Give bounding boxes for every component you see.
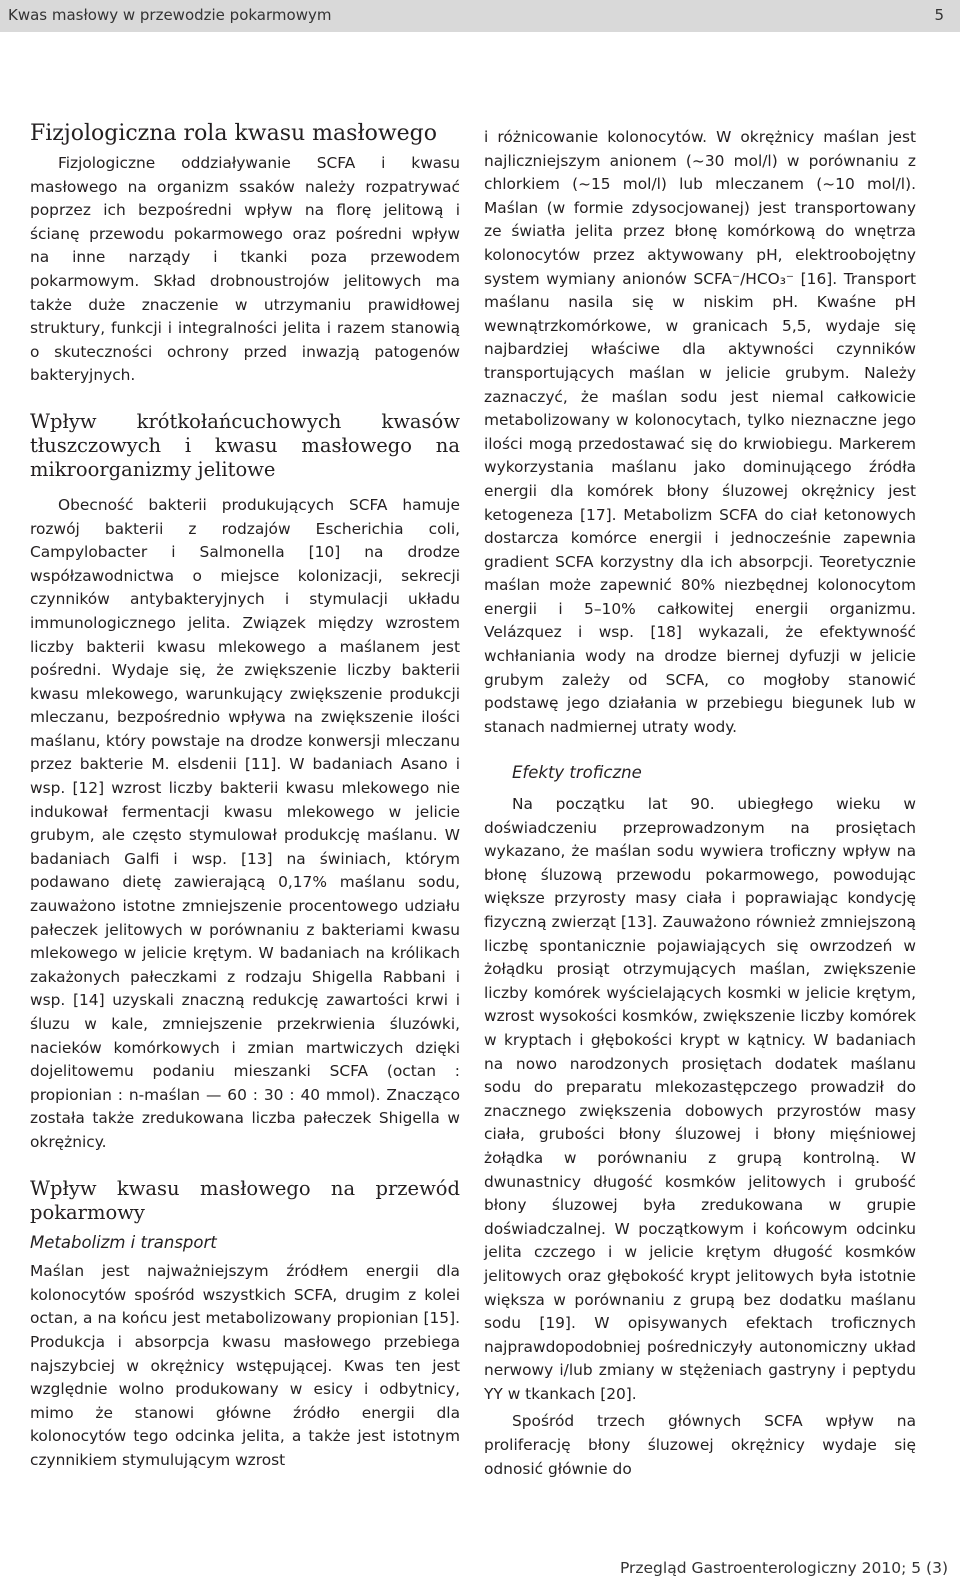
paragraph: Na początku lat 90. ubiegłego wieku w doświadczeniu przeprowadzonym na prosiętach wykazano, że maślan sodu wywiera troficzny wpływ na błonę śluzową przewodu pokarmowego, powodując większe przyrosty masy ciała i poprawiając kondycję fizyczną zwierząt [13]. Zauważono również zmniejszoną liczbę spontanicznie pojawiających się owrzodzeń w żołądku prosiąt otrzymujących maślan, zwiększenie liczby komórek wyścielających kosmki w jelicie krętym, wzrost wysokości kosmków, zwiększenie liczby komórek w kryptach i głębokości krypt w kątnicy. W badaniach na nowo narodzonych prosiętach dodatek maślanu sodu do preparatu mlekozastępczego prowadził do znacznego zwiększenia dobowych przyrostów masy ciała, grubości błony śluzowej i błony mięśniowej żołądka w porównaniu z grupą kontrolną. W dwunastnicy długość kosmków jelitowych i grubość błony śluzowej była zredukowana w grupie doświadczalnej. W początkowym i końcowym odcinku jelita czczego i w jelicie krętym długość kosmków jelitowych oraz głębokość krypt jelitowych była istotnie większa w porównaniu z grupą bez dodatku maślanu sodu [19]. W opisywanych efektach troficznych najprawdopodobniej pośredniczyły autonomiczny układ nerwowy i/lub zmiany w stężeniach gastryny i peptydu YY w tkankach [20]. bbox=[484, 795, 916, 1403]
paragraph: Fizjologiczne oddziaływanie SCFA i kwasu masłowego na organizm ssaków należy rozpatrywać poprzez ich bezpośredni wpływ na florę jelitową i ścianę przewodu pokarmowego oraz pośredni wpływ na inne narządy i tkanki poza przewodem pokarmowym. Skład drobnoustrojów jelitowych ma także duże znaczenie w utrzymaniu prawidłowej struktury, funkcji i integralności jelita i razem stanowią o skuteczności ochrony przed inwazją patogenów bakteryjnych. bbox=[30, 154, 460, 385]
paragraph: Maślan jest najważniejszym źródłem energii dla kolonocytów spośród wszystkich SCFA, drugim z kolei octan, a na końcu jest metabolizowany propionian [15]. Produkcja i absorpcja kwasu masłowego przebiega najszybciej w okrężnicy wstępującej. Kwas ten jest względnie wolno produkowany w esicy i odbytnicy, mimo że stanowi główne źródło energii dla kolonocytów tego odcinka jelita, a także jest istotnym czynnikiem stymulującym wzrost bbox=[30, 1262, 460, 1469]
section-heading: Fizjologiczna rola kwasu masłowego bbox=[30, 121, 438, 146]
running-header bbox=[0, 0, 960, 32]
footer-citation: Przegląd Gastroenterologiczny 2010; 5 (3) bbox=[619, 1559, 948, 1577]
page-number: 5 bbox=[934, 6, 944, 24]
subsubsection-heading: Metabolizm i transport bbox=[30, 1232, 217, 1252]
subsubsection-heading: Efekty troficzne bbox=[512, 763, 642, 783]
subsection-heading: Wpływ kwasu masłowego na przewód pokarmowy bbox=[30, 1176, 460, 1224]
right-column bbox=[484, 126, 916, 1481]
paragraph: i różnicowanie kolonocytów. W okrężnicy maślan jest najliczniejszym anionem (~30 mol/l) w porównaniu z chlorkiem (~15 mol/l) lub mleczanem (~10 mol/l). Maślan (w formie zdysocjowanej) jest transportowany ze światła jelita przez błonę komórkową do wnętrza kolonocytów przez aktywowany pH, elektroobojętny system wymiany anionów SCFA⁻/HCO₃⁻ [16]. Transport maślanu nasila się w niskim pH. Kwaśne pH wewnątrzkomórkowe, w granicach 5,5, wydaje się najbardziej właściwe dla aktywności czynników transportujących maślan w jelicie grubym. Należy zaznaczyć, że maślan sodu jest niemal całkowicie metabolizowany w kolonocytach, tylko nieznaczne jego ilości mogą przedostawać się do krwiobiegu. Markerem wykorzystania maślanu jako dominującego źródła energii dla komórek błony śluzowej okrężnicy jest ketogeneza [17]. Metabolizm SCFA do ciał ketonowych dostarcza komórce energii i jednocześnie zapewnia gradient SCFA korzystny dla ich absorpcji. Teoretycznie maślan może zapewnić 80% niezbędnej kolonocytom energii i 5–10% całkowitej energii organizmu. Velázquez i wsp. [18] wykazali, że efektywność wchłaniania wody na drodze biernej dyfuzji w jelicie grubym zależy od SCFA, co mogłoby stanowić podstawę jego działania w przebiegu biegunek lub w stanach nadmiernej utraty wody. bbox=[484, 128, 916, 736]
paragraph: Obecność bakterii produkujących SCFA hamuje rozwój bakterii z rodzajów Escherichia coli, Campylobacter i Salmonella [10] na drodze współzawodnictwa o miejsce kolonizacji, sekrecji czynników antybakteryjnych i stymulacji układu immunologicznego jelita. Związek między wzrostem liczby bakterii kwasu mlekowego a maślanem jest pośredni. Wydaje się, że zwiększenie liczby bakterii kwasu mlekowego, warunkujący zwiększenie produkcji mleczanu, bezpośrednio wpływa na zwiększenie ilości maślanu, który powstaje na drodze konwersji mleczanu przez bakterie M. elsdenii [11]. W badaniach Asano i wsp. [12] wzrost liczby bakterii kwasu mlekowego nie indukował fermentacji kwasu mlekowego w jelicie grubym, ale często stymulował produkcję maślanu. W badaniach Galfi i wsp. [13] na świniach, którym podawano dietę zawierającą 0,17% maślanu sodu, zauważono istotne zmniejszenie procentowego udziału pałeczek jelitowych w porównaniu z bakteriami kwasu mlekowego w jelicie krętym. W badaniach na królikach zakażonych pałeczkami z rodzaju Shigella Rabbani i wsp. [14] uzyskali znaczną redukcję zawartości krwi i śluzu w kale, zmniejszenie przekrwienia śluzówki, nacieków komórkowych i zmian martwiczych dzięki dojelitowemu podaniu mieszanki SCFA (octan : propionian : n-maślan — 60 : 30 : 40 mmol). Znacząco została także zredukowana liczba pałeczek Shigella w okrężnicy. bbox=[30, 495, 460, 1151]
running-header-title: Kwas masłowy w przewodzie pokarmowym bbox=[8, 6, 332, 24]
paragraph: Spośród trzech głównych SCFA wpływ na proliferację błony śluzowej okrężnicy wydaje się odnosić głównie do bbox=[484, 1412, 916, 1478]
subsection-heading: Wpływ krótkołańcuchowych kwasów tłuszczowych i kwasu masłowego na mikroorganizmy jelitowe bbox=[30, 409, 460, 481]
left-column bbox=[30, 120, 460, 1473]
